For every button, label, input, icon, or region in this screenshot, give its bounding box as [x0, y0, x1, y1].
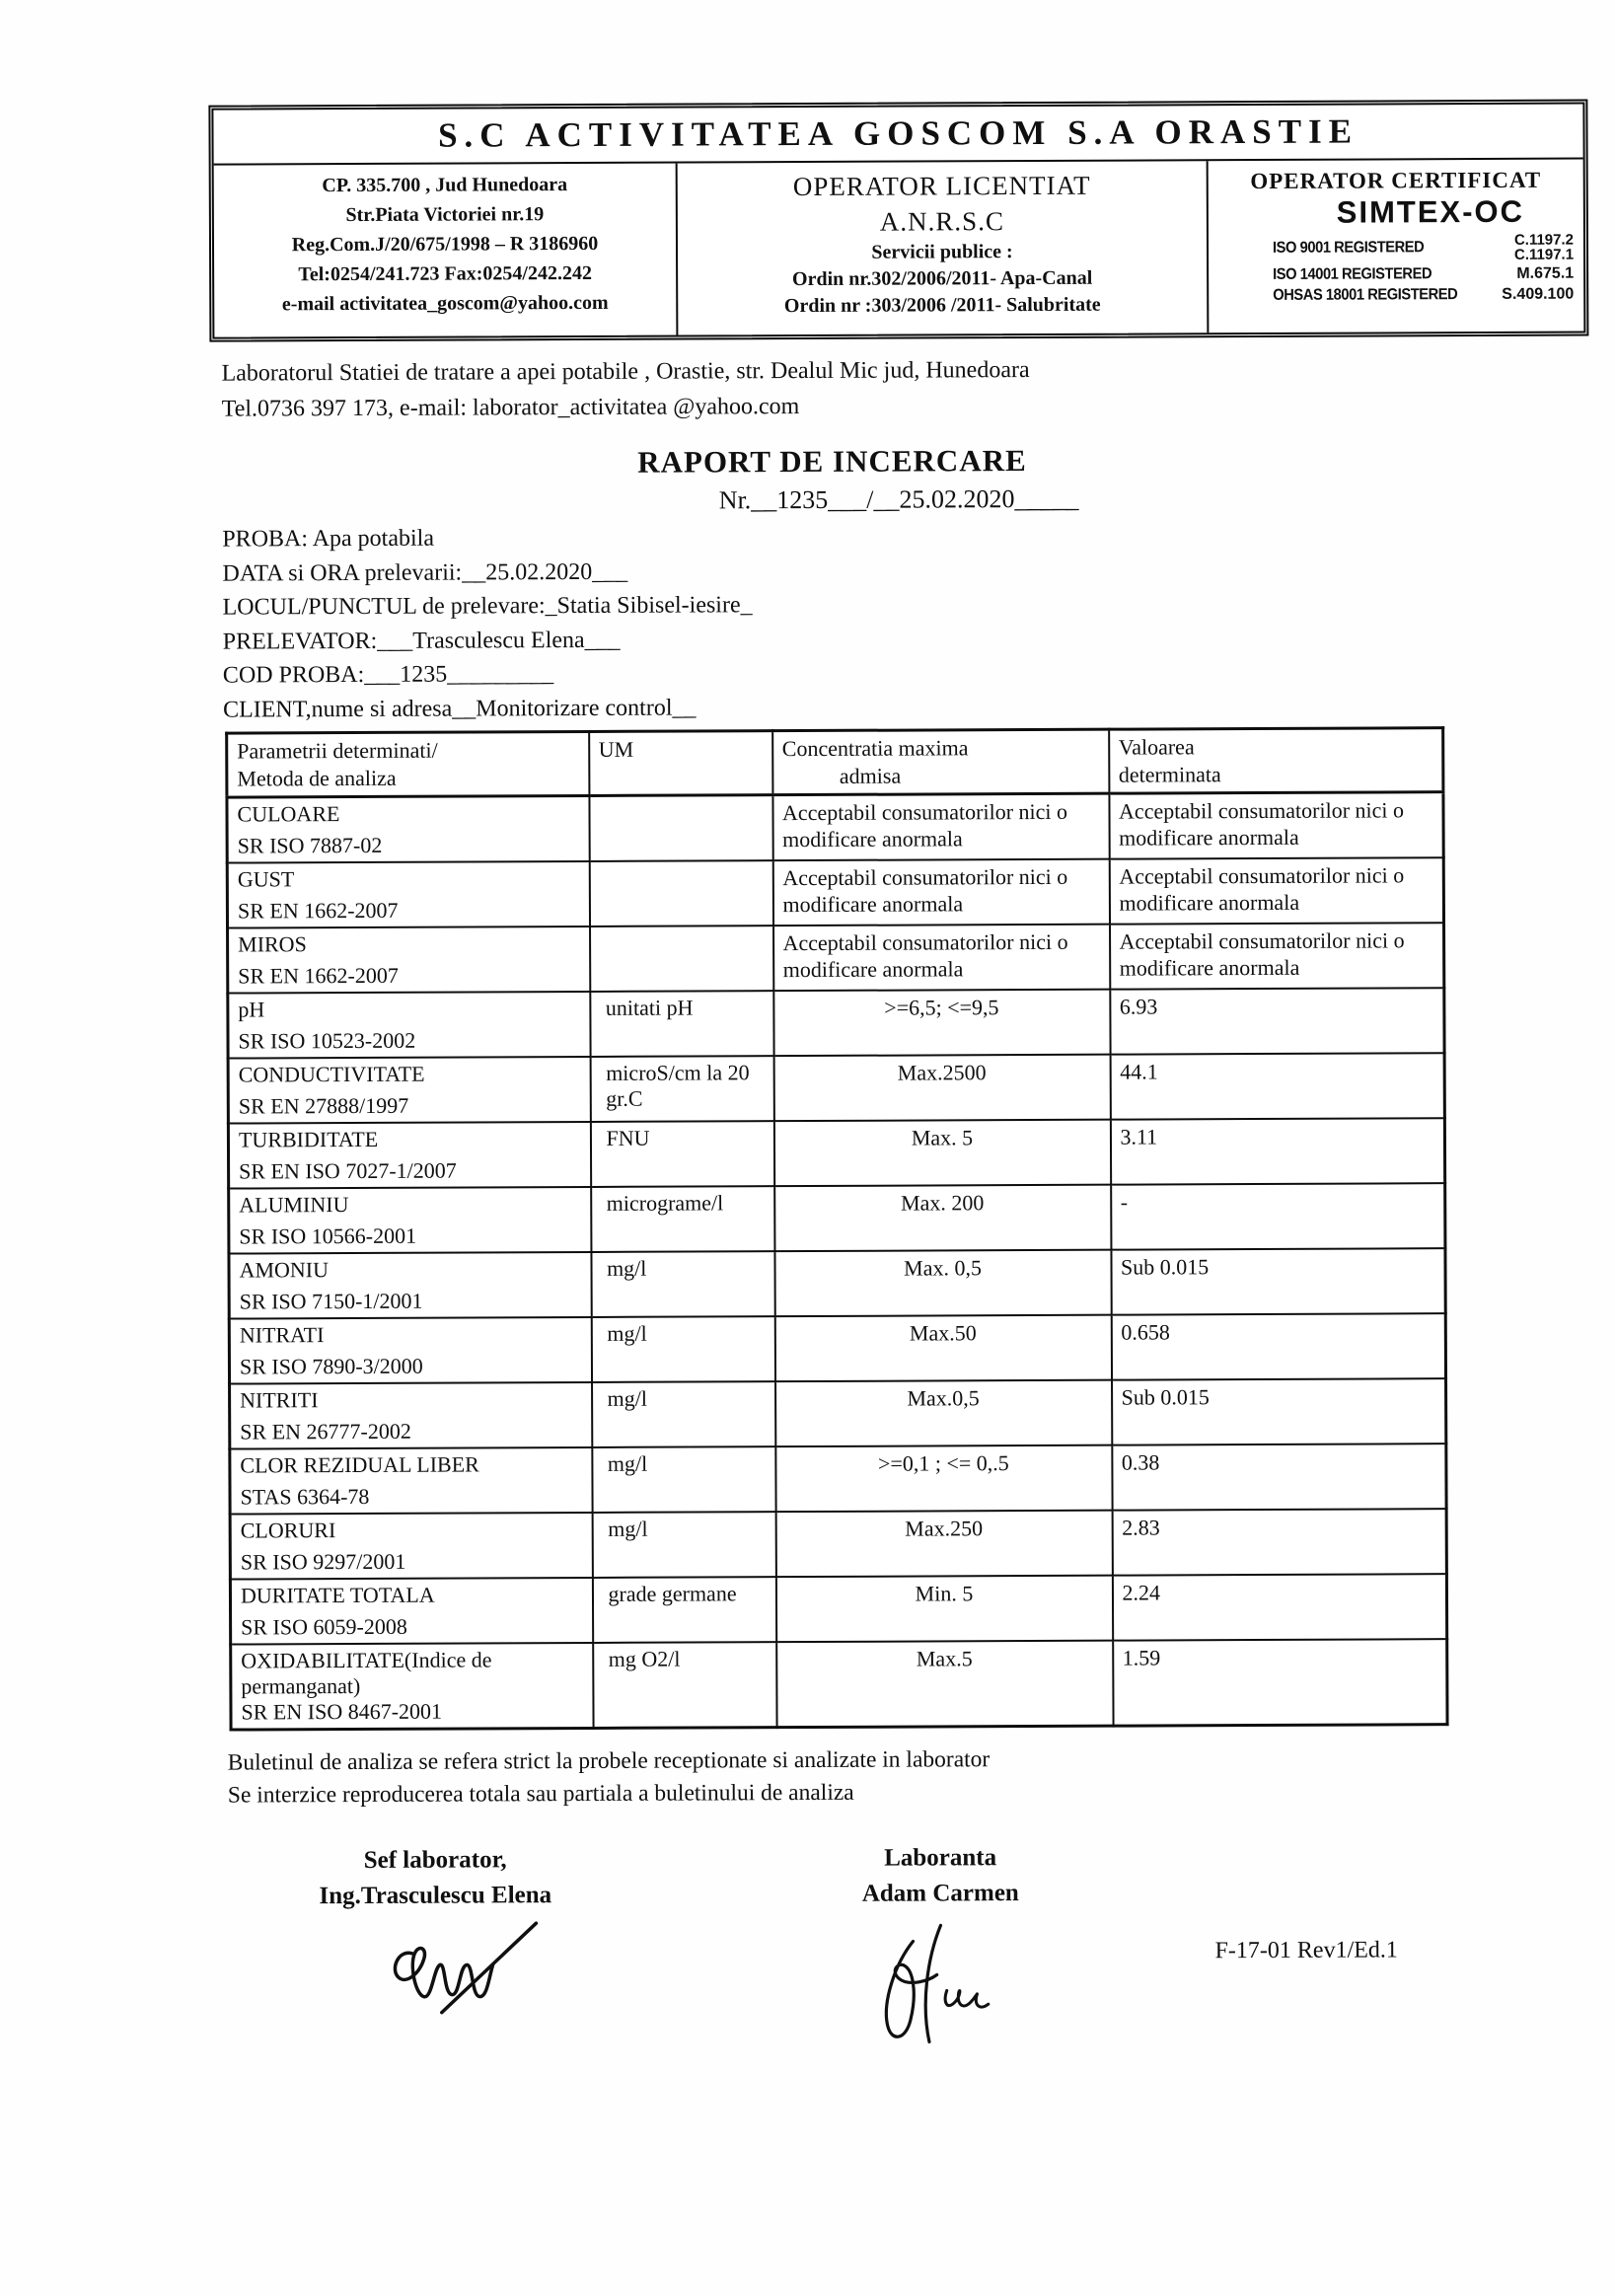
licence-block: [676, 161, 1210, 334]
um-cell: FNU: [590, 1121, 773, 1187]
registration-code: S.409.100: [1502, 285, 1575, 303]
parameter-name: AMONIU: [239, 1257, 330, 1283]
parameter-name: NITRATI: [239, 1322, 325, 1348]
determined-value-cell: 6.93: [1110, 988, 1444, 1054]
max-admitted-cell: Max.250: [775, 1511, 1112, 1577]
parameter-method: SR EN 1662-2007: [237, 897, 399, 924]
report-title: RAPORT DE INCERCARE: [637, 443, 1027, 480]
registration-code: C.1197.2 C.1197.1: [1513, 231, 1575, 263]
parameter-name: GUST: [237, 866, 295, 892]
parameter-cell: [230, 1578, 592, 1645]
parameter-method: SR ISO 9297/2001: [240, 1548, 406, 1575]
parameter-cell: [228, 1122, 590, 1189]
max-admitted-cell: >=6,5; <=9,5: [773, 990, 1110, 1056]
result-row: [229, 1248, 1445, 1318]
parameter-cell: [228, 926, 590, 994]
results-table: [225, 726, 1448, 1731]
parameter-method: SR ISO 7890-3/2000: [239, 1353, 423, 1379]
signature-block-right: [792, 1840, 1088, 1912]
max-admitted-cell: Max. 200: [774, 1185, 1111, 1251]
certificate-block: [1209, 160, 1584, 333]
parameter-name: MIROS: [238, 931, 307, 957]
registration-row: [1273, 286, 1574, 305]
result-row: [229, 1183, 1445, 1253]
determined-value-cell: 3.11: [1110, 1118, 1444, 1184]
parameter-cell: [230, 1382, 592, 1449]
report-heading: [224, 441, 1440, 517]
signer-name: Adam Carmen: [861, 1880, 1019, 1907]
determined-value-cell: Acceptabil consumatorilor nici o modificare anormala: [1109, 792, 1443, 859]
parameter-method: SR ISO 10566-2001: [239, 1222, 417, 1249]
result-row: [228, 988, 1444, 1058]
determined-value-cell: Sub 0.015: [1111, 1248, 1445, 1314]
company-contact-block: [214, 164, 677, 337]
certificate-title: OPERATOR CERTIFICAT: [1250, 167, 1542, 194]
detail-line: COD PROBA:___1235_________: [222, 661, 554, 689]
result-row: [227, 857, 1443, 927]
max-admitted-cell: Max.50: [774, 1315, 1111, 1381]
um-cell: mg O2/l: [593, 1642, 776, 1728]
column-header: UM: [589, 731, 772, 796]
signer-role: Sef laborator,: [363, 1846, 507, 1874]
registration-code: M.675.1: [1516, 264, 1575, 282]
um-cell: mg/l: [591, 1251, 774, 1317]
detail-line: DATA si ORA prelevarii:__25.02.2020___: [222, 558, 628, 587]
detail-line: PRELEVATOR:___Trasculescu Elena___: [222, 627, 621, 655]
registration-row: [1273, 233, 1574, 263]
parameter-name: CONDUCTIVITATE: [238, 1061, 425, 1087]
um-cell: micrograme/l: [591, 1186, 774, 1252]
licence-line: OPERATOR LICENTIAT: [792, 170, 1091, 202]
determined-value-cell: 2.83: [1112, 1509, 1446, 1575]
determined-value-cell: -: [1111, 1183, 1445, 1249]
parameter-cell: [230, 1513, 592, 1580]
licence-line: Ordin nr :303/2006 /2011- Salubritate: [783, 293, 1101, 318]
determined-value-cell: 0.658: [1111, 1313, 1445, 1379]
um-cell: microS/cm la 20 gr.C: [590, 1056, 773, 1122]
parameter-method: SR ISO 7887-02: [237, 832, 383, 858]
determined-value-cell: Acceptabil consumatorilor nici o modificare anormala: [1109, 857, 1443, 924]
um-cell: [590, 926, 773, 992]
parameter-name: NITRITI: [240, 1387, 319, 1413]
parameter-method: STAS 6364-78: [240, 1483, 370, 1510]
parameter-cell: [229, 1317, 591, 1384]
parameter-cell: [227, 795, 589, 862]
parameter-method: SR EN 1662-2007: [238, 962, 399, 989]
um-cell: mg/l: [592, 1381, 775, 1447]
parameter-cell: [230, 1447, 592, 1515]
parameter-method: SR ISO 6059-2008: [241, 1613, 407, 1640]
company-name: S.C ACTIVITATEA GOSCOM S.A ORASTIE: [213, 105, 1582, 166]
result-row: [230, 1444, 1446, 1514]
max-admitted-cell: Acceptabil consumatorilor nici o modificare anormala: [772, 793, 1109, 860]
results-body: [227, 792, 1447, 1730]
contact-line: Tel:0254/241.723 Fax:0254/242.242: [298, 261, 592, 286]
registration-label: ISO 14001 REGISTERED: [1273, 265, 1432, 283]
parameter-cell: [228, 992, 590, 1059]
column-header: Parametrii determinati/ Metoda de analiza: [227, 731, 589, 797]
result-row: [230, 1509, 1446, 1579]
laboranta-signature: [857, 1919, 1026, 2058]
form-code: F-17-01 Rev1/Ed.1: [1214, 1937, 1398, 1964]
result-row: [230, 1574, 1446, 1644]
parameter-cell: [229, 1252, 591, 1319]
um-cell: mg/l: [592, 1446, 775, 1513]
result-row: [230, 1378, 1446, 1448]
um-cell: [589, 860, 772, 926]
contact-line: CP. 335.700 , Jud Hunedoara: [322, 174, 568, 197]
parameter-name: CLORURI: [240, 1518, 336, 1543]
determined-value-cell: 2.24: [1112, 1574, 1446, 1640]
parameter-name: CULOARE: [237, 801, 340, 827]
parameter-name: OXIDABILITATE(Indice de permanganat): [241, 1647, 492, 1699]
note-line: Buletinul de analiza se refera strict la probele receptionate si analizate in laborator: [227, 1746, 991, 1776]
laboratory-contact: Tel.0736 397 173, e-mail: laborator_activitatea @yahoo.com: [221, 394, 800, 422]
results-header-row: [227, 728, 1443, 797]
result-row: [228, 1118, 1444, 1188]
um-cell: grade germane: [592, 1577, 775, 1643]
sample-details: [222, 520, 753, 726]
max-admitted-cell: Max.0,5: [775, 1380, 1112, 1446]
report-notes: [228, 1743, 991, 1812]
max-admitted-cell: Max. 5: [773, 1120, 1110, 1186]
max-admitted-cell: Max. 0,5: [774, 1250, 1111, 1316]
registration-row: [1273, 265, 1574, 284]
column-header: Concentratia maxima admisa: [772, 729, 1109, 794]
parameter-name: CLOR REZIDUAL LIBER: [240, 1451, 479, 1478]
laboratory-address-block: [221, 352, 1029, 427]
contact-line: e-mail activitatea_goscom@yahoo.com: [281, 291, 609, 316]
detail-line: CLIENT,nume si adresa__Monitorizare control__: [222, 694, 697, 723]
determined-value-cell: Acceptabil consumatorilor nici o modificare anormala: [1110, 923, 1444, 989]
um-cell: [589, 795, 772, 861]
um-cell: unitati pH: [590, 991, 773, 1057]
parameter-cell: [227, 861, 589, 928]
parameter-method: SR EN 27888/1997: [238, 1092, 409, 1119]
parameter-method: SR EN ISO 8467-2001: [241, 1698, 443, 1725]
certificate-brand: SIMTEX-OC: [1336, 193, 1525, 230]
max-admitted-cell: Max.2500: [773, 1055, 1110, 1121]
signer-name: Ing.Trasculescu Elena: [319, 1882, 552, 1910]
parameter-name: ALUMINIU: [239, 1192, 349, 1218]
registration-label: ISO 9001 REGISTERED: [1272, 239, 1425, 257]
parameter-cell: [231, 1643, 593, 1730]
result-row: [228, 1053, 1444, 1123]
max-admitted-cell: Max.5: [776, 1641, 1113, 1728]
parameter-cell: [229, 1187, 591, 1254]
laboratory-address: Laboratorul Statiei de tratare a apei potabile , Orastie, str. Dealul Mic jud, Hunedoara: [221, 357, 1030, 387]
detail-line: LOCUL/PUNCTUL de prelevare:_Statia Sibisel-iesire_: [222, 592, 753, 621]
certificate-registrations: [1273, 233, 1574, 305]
determined-value-cell: 44.1: [1110, 1053, 1444, 1119]
determined-value-cell: 1.59: [1113, 1639, 1447, 1726]
column-header: Valoarea determinata: [1109, 728, 1443, 793]
contact-line: Str.Piata Victoriei nr.19: [345, 203, 545, 227]
parameter-method: SR EN ISO 7027-1/2007: [239, 1157, 457, 1184]
contact-line: Reg.Com.J/20/675/1998 – R 3186960: [291, 232, 599, 257]
note-line: Se interzice reproducerea totala sau partiala a buletinului de analiza: [227, 1779, 854, 1809]
max-admitted-cell: Min. 5: [775, 1576, 1112, 1642]
parameter-name: DURITATE TOTALA: [240, 1582, 435, 1608]
signer-role: Laboranta: [884, 1844, 997, 1872]
um-cell: mg/l: [591, 1316, 774, 1382]
signature-block-left: [287, 1842, 583, 1914]
max-admitted-cell: >=0,1 ; <= 0,.5: [775, 1445, 1112, 1512]
result-row: [231, 1639, 1447, 1730]
letterhead-cells: [214, 160, 1584, 337]
sef-laborator-signature: [390, 1911, 568, 2031]
letterhead: [208, 100, 1588, 342]
max-admitted-cell: Acceptabil consumatorilor nici o modificare anormala: [773, 925, 1110, 991]
parameter-cell: [228, 1057, 590, 1124]
parameter-name: pH: [238, 997, 265, 1022]
parameter-method: SR ISO 7150-1/2001: [239, 1288, 423, 1314]
result-row: [227, 792, 1443, 863]
determined-value-cell: 0.38: [1112, 1444, 1446, 1510]
parameter-method: SR EN 26777-2002: [240, 1418, 411, 1444]
determined-value-cell: Sub 0.015: [1112, 1378, 1446, 1444]
result-row: [229, 1313, 1445, 1383]
detail-line: PROBA: Apa potabila: [222, 525, 435, 553]
parameter-name: TURBIDITATE: [238, 1126, 379, 1152]
result-row: [228, 923, 1444, 993]
report-number: Nr.__1235___/__25.02.2020_____: [718, 483, 1079, 515]
parameter-method: SR ISO 10523-2002: [238, 1027, 416, 1054]
licence-line: Servicii publice :: [871, 241, 1013, 263]
um-cell: mg/l: [592, 1512, 775, 1578]
licence-line: Ordin nr.302/2006/2011- Apa-Canal: [791, 266, 1093, 291]
max-admitted-cell: Acceptabil consumatorilor nici o modificare anormala: [772, 859, 1109, 926]
licence-line: A.N.R.S.C: [879, 206, 1004, 237]
registration-label: OHSAS 18001 REGISTERED: [1273, 286, 1458, 304]
